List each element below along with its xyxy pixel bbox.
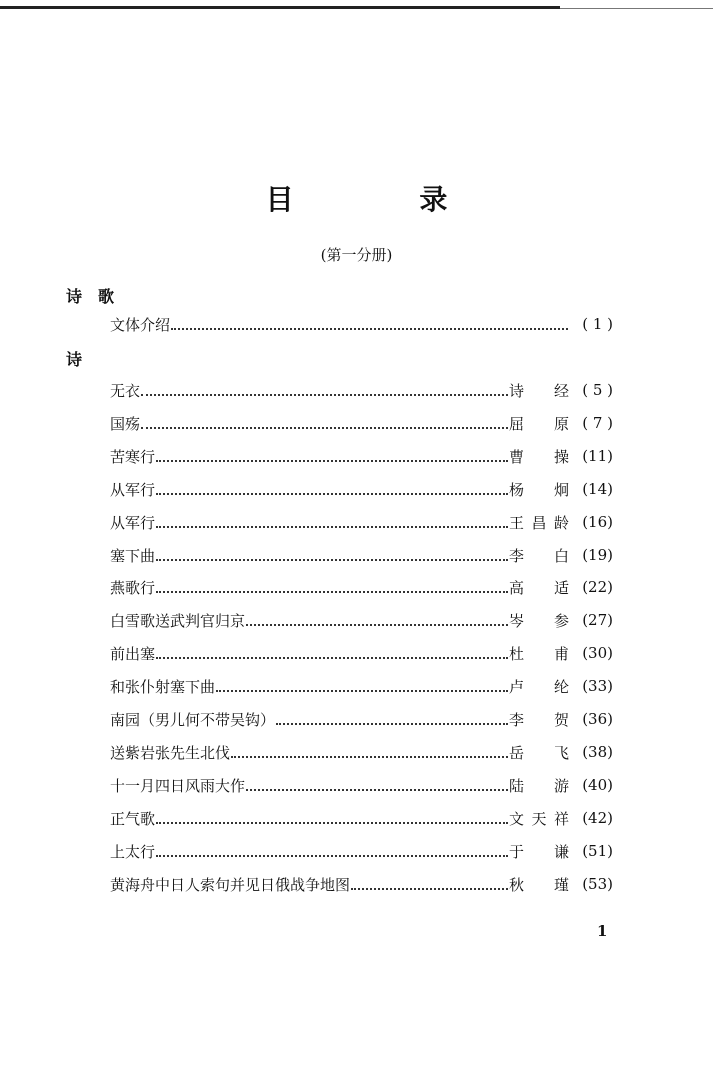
entry-page: (51) (582, 842, 613, 860)
entry-author: 陆 游 (509, 776, 569, 795)
entry-title: 送紫岩张先生北伐 (110, 743, 231, 762)
dot-leader (141, 426, 508, 429)
entry-title: 燕歌行 (110, 578, 156, 597)
entry-page: (22) (582, 578, 613, 596)
dot-leader (156, 854, 508, 857)
dot-leader (231, 755, 508, 758)
toc-entry[interactable] (110, 773, 613, 797)
entry-page: (27) (582, 611, 613, 629)
toc-entry[interactable] (110, 641, 613, 665)
entry-page: (53) (582, 875, 613, 893)
dot-leader (276, 722, 508, 725)
entry-page: ( 1 ) (582, 315, 613, 333)
toc-entry[interactable] (110, 674, 613, 698)
entry-title: 正气歌 (110, 809, 156, 828)
toc-entry[interactable] (110, 411, 613, 435)
entry-page: (33) (582, 677, 613, 695)
entry-page: (16) (582, 513, 613, 531)
entry-title: 和张仆射塞下曲 (110, 677, 216, 696)
entry-author: 诗 经 (509, 381, 569, 400)
top-rule-thin (560, 8, 713, 9)
toc-entry[interactable] (110, 444, 613, 468)
entry-author: 曹 操 (509, 447, 569, 466)
entry-author: 李 贺 (509, 710, 569, 729)
entry-author: 于 谦 (509, 842, 569, 861)
dot-leader (156, 656, 508, 659)
entry-author: 文天祥 (509, 809, 569, 828)
entry-title: 从军行 (110, 513, 156, 532)
entry-page: (11) (582, 447, 613, 465)
entry-title: 国殇 (110, 414, 141, 433)
entry-author: 屈 原 (509, 414, 569, 433)
dot-leader (156, 492, 508, 495)
page-subtitle: (第一分册) (320, 246, 393, 264)
entry-author: 杜 甫 (509, 644, 569, 663)
entry-title: 塞下曲 (110, 546, 156, 565)
entry-title: 文体介绍 (110, 315, 171, 334)
toc-entry[interactable] (110, 575, 613, 599)
toc-entry[interactable] (110, 477, 613, 501)
toc-entry[interactable] (110, 510, 613, 534)
toc-entry[interactable] (110, 608, 613, 632)
dot-leader (156, 821, 508, 824)
entry-author: 岳 飞 (509, 743, 569, 762)
dot-leader (156, 558, 508, 561)
toc-entry[interactable] (110, 839, 613, 863)
entry-author: 秋 瑾 (509, 875, 569, 894)
dot-leader (171, 327, 568, 330)
toc-entry[interactable] (110, 378, 613, 402)
entry-title: 黄海舟中日人索句并见日俄战争地图 (110, 875, 351, 894)
entry-page: (42) (582, 809, 613, 827)
entry-page: (30) (582, 644, 613, 662)
entry-author: 杨 炯 (509, 480, 569, 499)
entry-title: 苦寒行 (110, 447, 156, 466)
dot-leader (156, 525, 508, 528)
toc-entry[interactable] (110, 543, 613, 567)
entry-page: ( 7 ) (582, 414, 613, 432)
entry-author: 王昌龄 (509, 513, 569, 532)
section-heading-poetry-songs: 诗 歌 (66, 287, 115, 306)
dot-leader (156, 459, 508, 462)
entry-page: (14) (582, 480, 613, 498)
entry-title: 南园（男儿何不带吴钩） (110, 710, 276, 729)
entry-title: 上太行 (110, 842, 156, 861)
toc-entry[interactable] (110, 806, 613, 830)
dot-leader (246, 623, 508, 626)
entry-title: 从军行 (110, 480, 156, 499)
toc-entry[interactable] (110, 740, 613, 764)
entry-page: (19) (582, 546, 613, 564)
dot-leader (156, 590, 508, 593)
page-title: 目 录 (265, 183, 506, 216)
dot-leader (141, 393, 508, 396)
entry-title: 前出塞 (110, 644, 156, 663)
entry-author: 卢 纶 (509, 677, 569, 696)
dot-leader (351, 887, 508, 890)
entry-title: 无衣 (110, 381, 141, 400)
section-heading-poetry: 诗 (66, 350, 83, 369)
entry-title: 十一月四日风雨大作 (110, 776, 246, 795)
toc-entry[interactable] (110, 872, 613, 896)
dot-leader (246, 788, 508, 791)
entry-page: ( 5 ) (582, 381, 613, 399)
entry-title: 白雪歌送武判官归京 (110, 611, 246, 630)
entry-author: 高 适 (509, 578, 569, 597)
toc-entry-intro[interactable] (110, 312, 613, 336)
entry-page: (36) (582, 710, 613, 728)
top-rule (0, 6, 560, 9)
toc-entry[interactable] (110, 707, 613, 731)
dot-leader (216, 689, 508, 692)
entry-author: 岑 参 (509, 611, 569, 630)
entry-page: (40) (582, 776, 613, 794)
entry-author: 李 白 (509, 546, 569, 565)
page-number: 1 (597, 922, 608, 940)
entry-page: (38) (582, 743, 613, 761)
